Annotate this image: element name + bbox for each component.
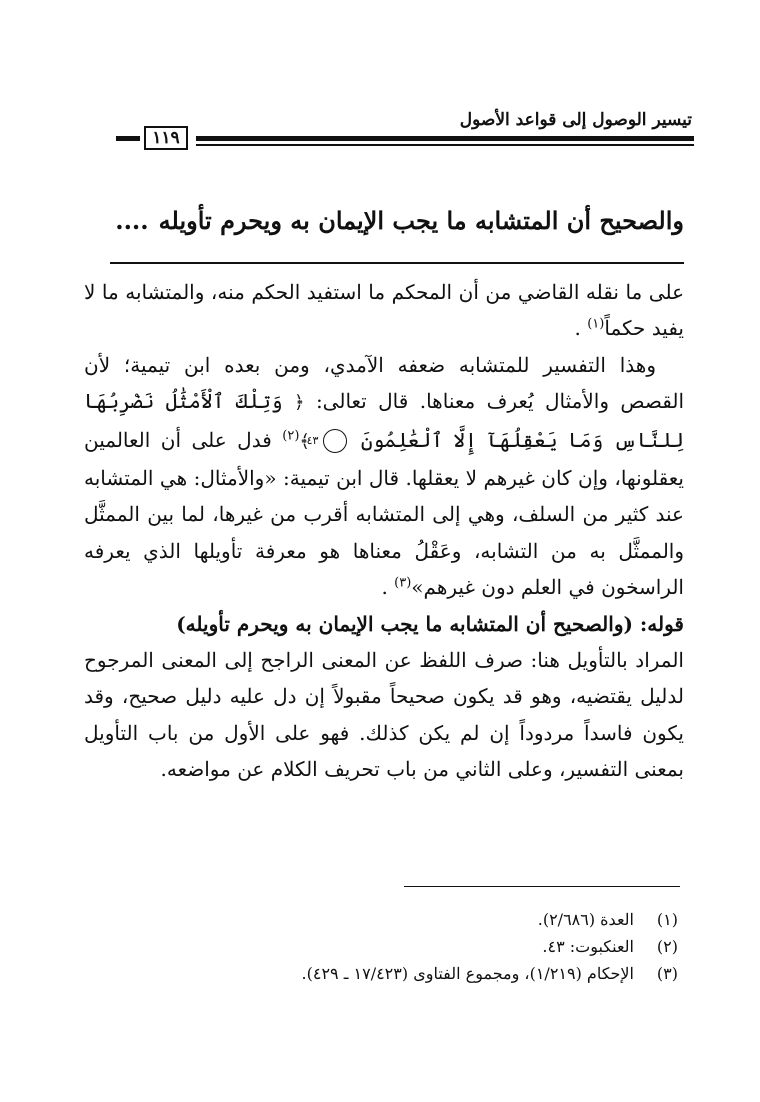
quran-bracket-close: ﴾ [299,430,310,452]
footnote-2 [150,933,678,960]
ayah-number-marker: ٤٣ [323,429,347,453]
paragraph-1 [84,274,684,347]
footnote-separator [404,886,680,887]
footnote-ref-1[interactable]: (١) [587,316,605,332]
body-text [84,274,684,788]
paragraph-2 [84,347,684,606]
footnote-3-number: (٣) [656,964,678,983]
footnote-ref-2[interactable]: (٢) [282,427,300,443]
quran-bracket-open: ﴿ [293,392,305,414]
header-rule-stub [116,136,140,141]
paragraph-3: المراد بالتأويل هنا: صرف اللفظ عن المعنى الراجح إلى المعنى المرجوح لدليل يقتضيه، وهو قد يكون صحيحاً مقبولاً إن دل عليه دليل صحيح، وقد يكون فاسداً مردوداً إن لم يكن كذلك. فهو على الأول من باب التأويل بمعنى التفسير، وعلى الثاني من باب تحريف الكلام عن مواضعه. [84,648,684,782]
matn-heading [110,206,684,235]
heading-rule [110,262,684,264]
paragraph-1-text: على ما نقله القاضي من أن المحكم ما استفيد الحكم منه، والمتشابه ما لا يفيد حكماً [84,280,684,341]
footnote-ref-3[interactable]: (٣) [394,575,412,591]
header-rule-thin [196,144,694,146]
footnote-1-number: (١) [656,910,678,929]
page-number: ١١٩ [144,126,188,150]
matn-heading-text: والصحيح أن المتشابه ما يجب الإيمان به ويحرم تأويله [158,206,684,235]
footnote-3-text: الإحكام (١/٢١٩)، ومجموع الفتاوى (١٧/٤٢٣ ـ ٤٢٩). [301,964,634,983]
footnotes [150,906,678,987]
paragraph-2-tail: . [381,575,388,600]
running-header-title: تيسير الوصول إلى قواعد الأصول [459,110,692,130]
footnote-2-text: العنكبوت: ٤٣. [542,937,634,956]
footnote-1-text: العدة (٢/٦٨٦). [537,910,634,929]
qawluh-heading: قوله: (والصحيح أن المتشابه ما يجب الإيمان به ويحرم تأويله) [176,611,684,636]
matn-heading-dots: .... [115,206,149,235]
quran-verse: وَتِلْكَ ٱلْأَمْثَٰلُ نَضْرِبُهَا لِلنَّاسِ وَمَا يَعْقِلُهَآ إِلَّا ٱلْعَٰلِمُونَ [84,389,684,452]
footnote-2-number: (٢) [656,937,678,956]
paragraph-2-intro: وهذا التفسير للمتشابه ضعفه الآمدي، ومن بعده ابن تيمية؛ لأن القصص والأمثال يُعرف معناها. قال تعالى: [84,352,684,414]
footnote-1 [150,906,678,933]
header-rule-thick [196,136,694,141]
paragraph-1-tail: . [574,316,581,341]
paragraph-2-body: فدل على أن العالمين يعقلونها، وإن كان غيرهم لا يعقلها. قال ابن تيمية: «والأمثال: هي المتشابه عند كثير من السلف، وهي إلى المتشابه أقرب من غيرها، لما بين الممثَّل والممثَّل به من التشابه، وعَقْلُ معناها هو معرفة تأويلها الذي يعرفه الراسخون في العلم دون غيرهم» [84,427,684,600]
footnote-3 [150,960,678,987]
